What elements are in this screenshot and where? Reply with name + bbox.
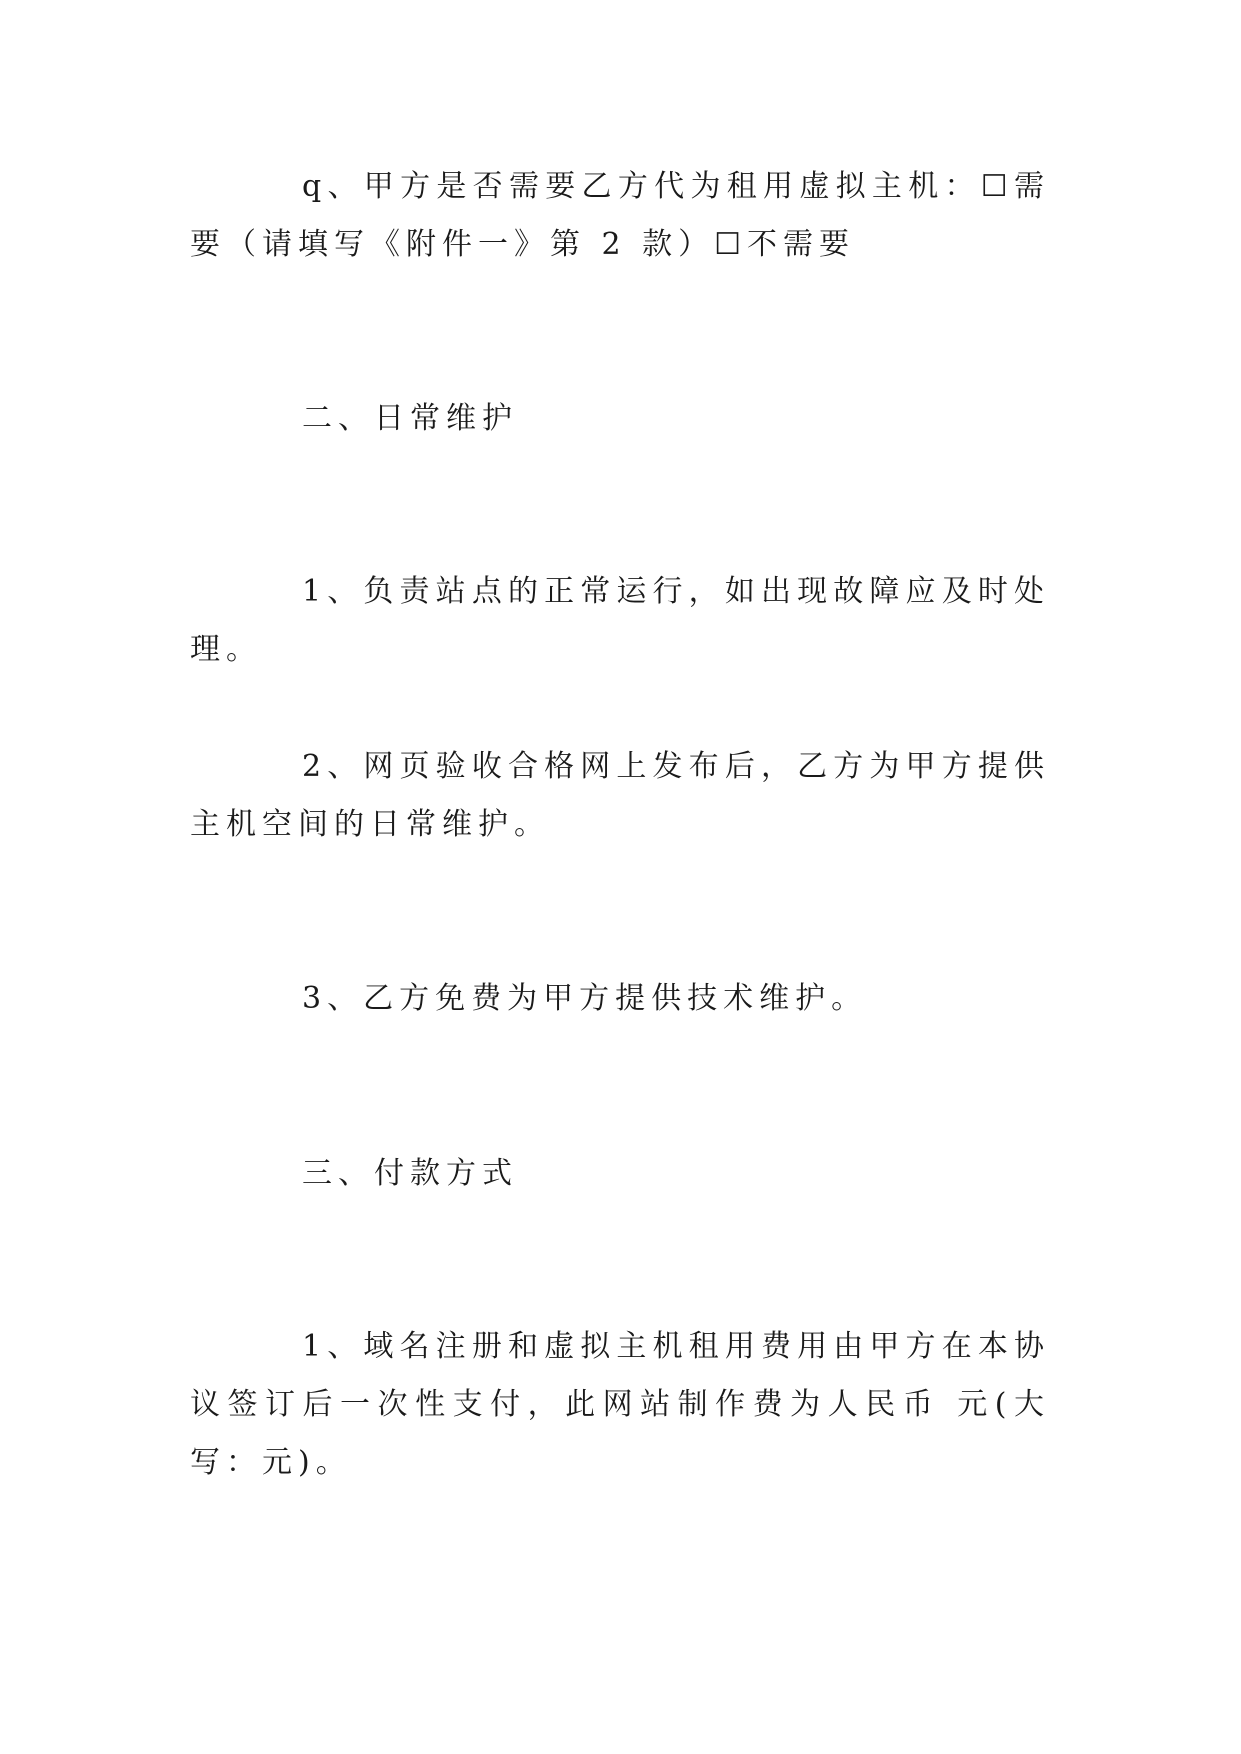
clause-2-3-tech-maintenance: 3、乙方免费为甲方提供技术维护。 xyxy=(302,981,868,1016)
clause-q-virtual-host: q、甲方是否需要乙方代为租用虚拟主机：☐需要（请填写《附件一》第 2 款）☐不需要 xyxy=(190,169,1050,262)
section-heading-daily-maintenance: 二、日常维护 xyxy=(302,401,518,436)
clause-2-2-host-maintenance: 2、网页验收合格网上发布后，乙方为甲方提供主机空间的日常维护。 xyxy=(190,749,1050,842)
clause-2-1-site-operation: 1、负责站点的正常运行，如出现故障应及时处理。 xyxy=(190,574,1050,667)
section-heading-payment: 三、付款方式 xyxy=(302,1156,518,1191)
clause-3-1-payment-terms: 1、域名注册和虚拟主机租用费用由甲方在本协议签订后一次性支付，此网站制作费为人民币 元(大写：元)。 xyxy=(190,1329,1050,1480)
